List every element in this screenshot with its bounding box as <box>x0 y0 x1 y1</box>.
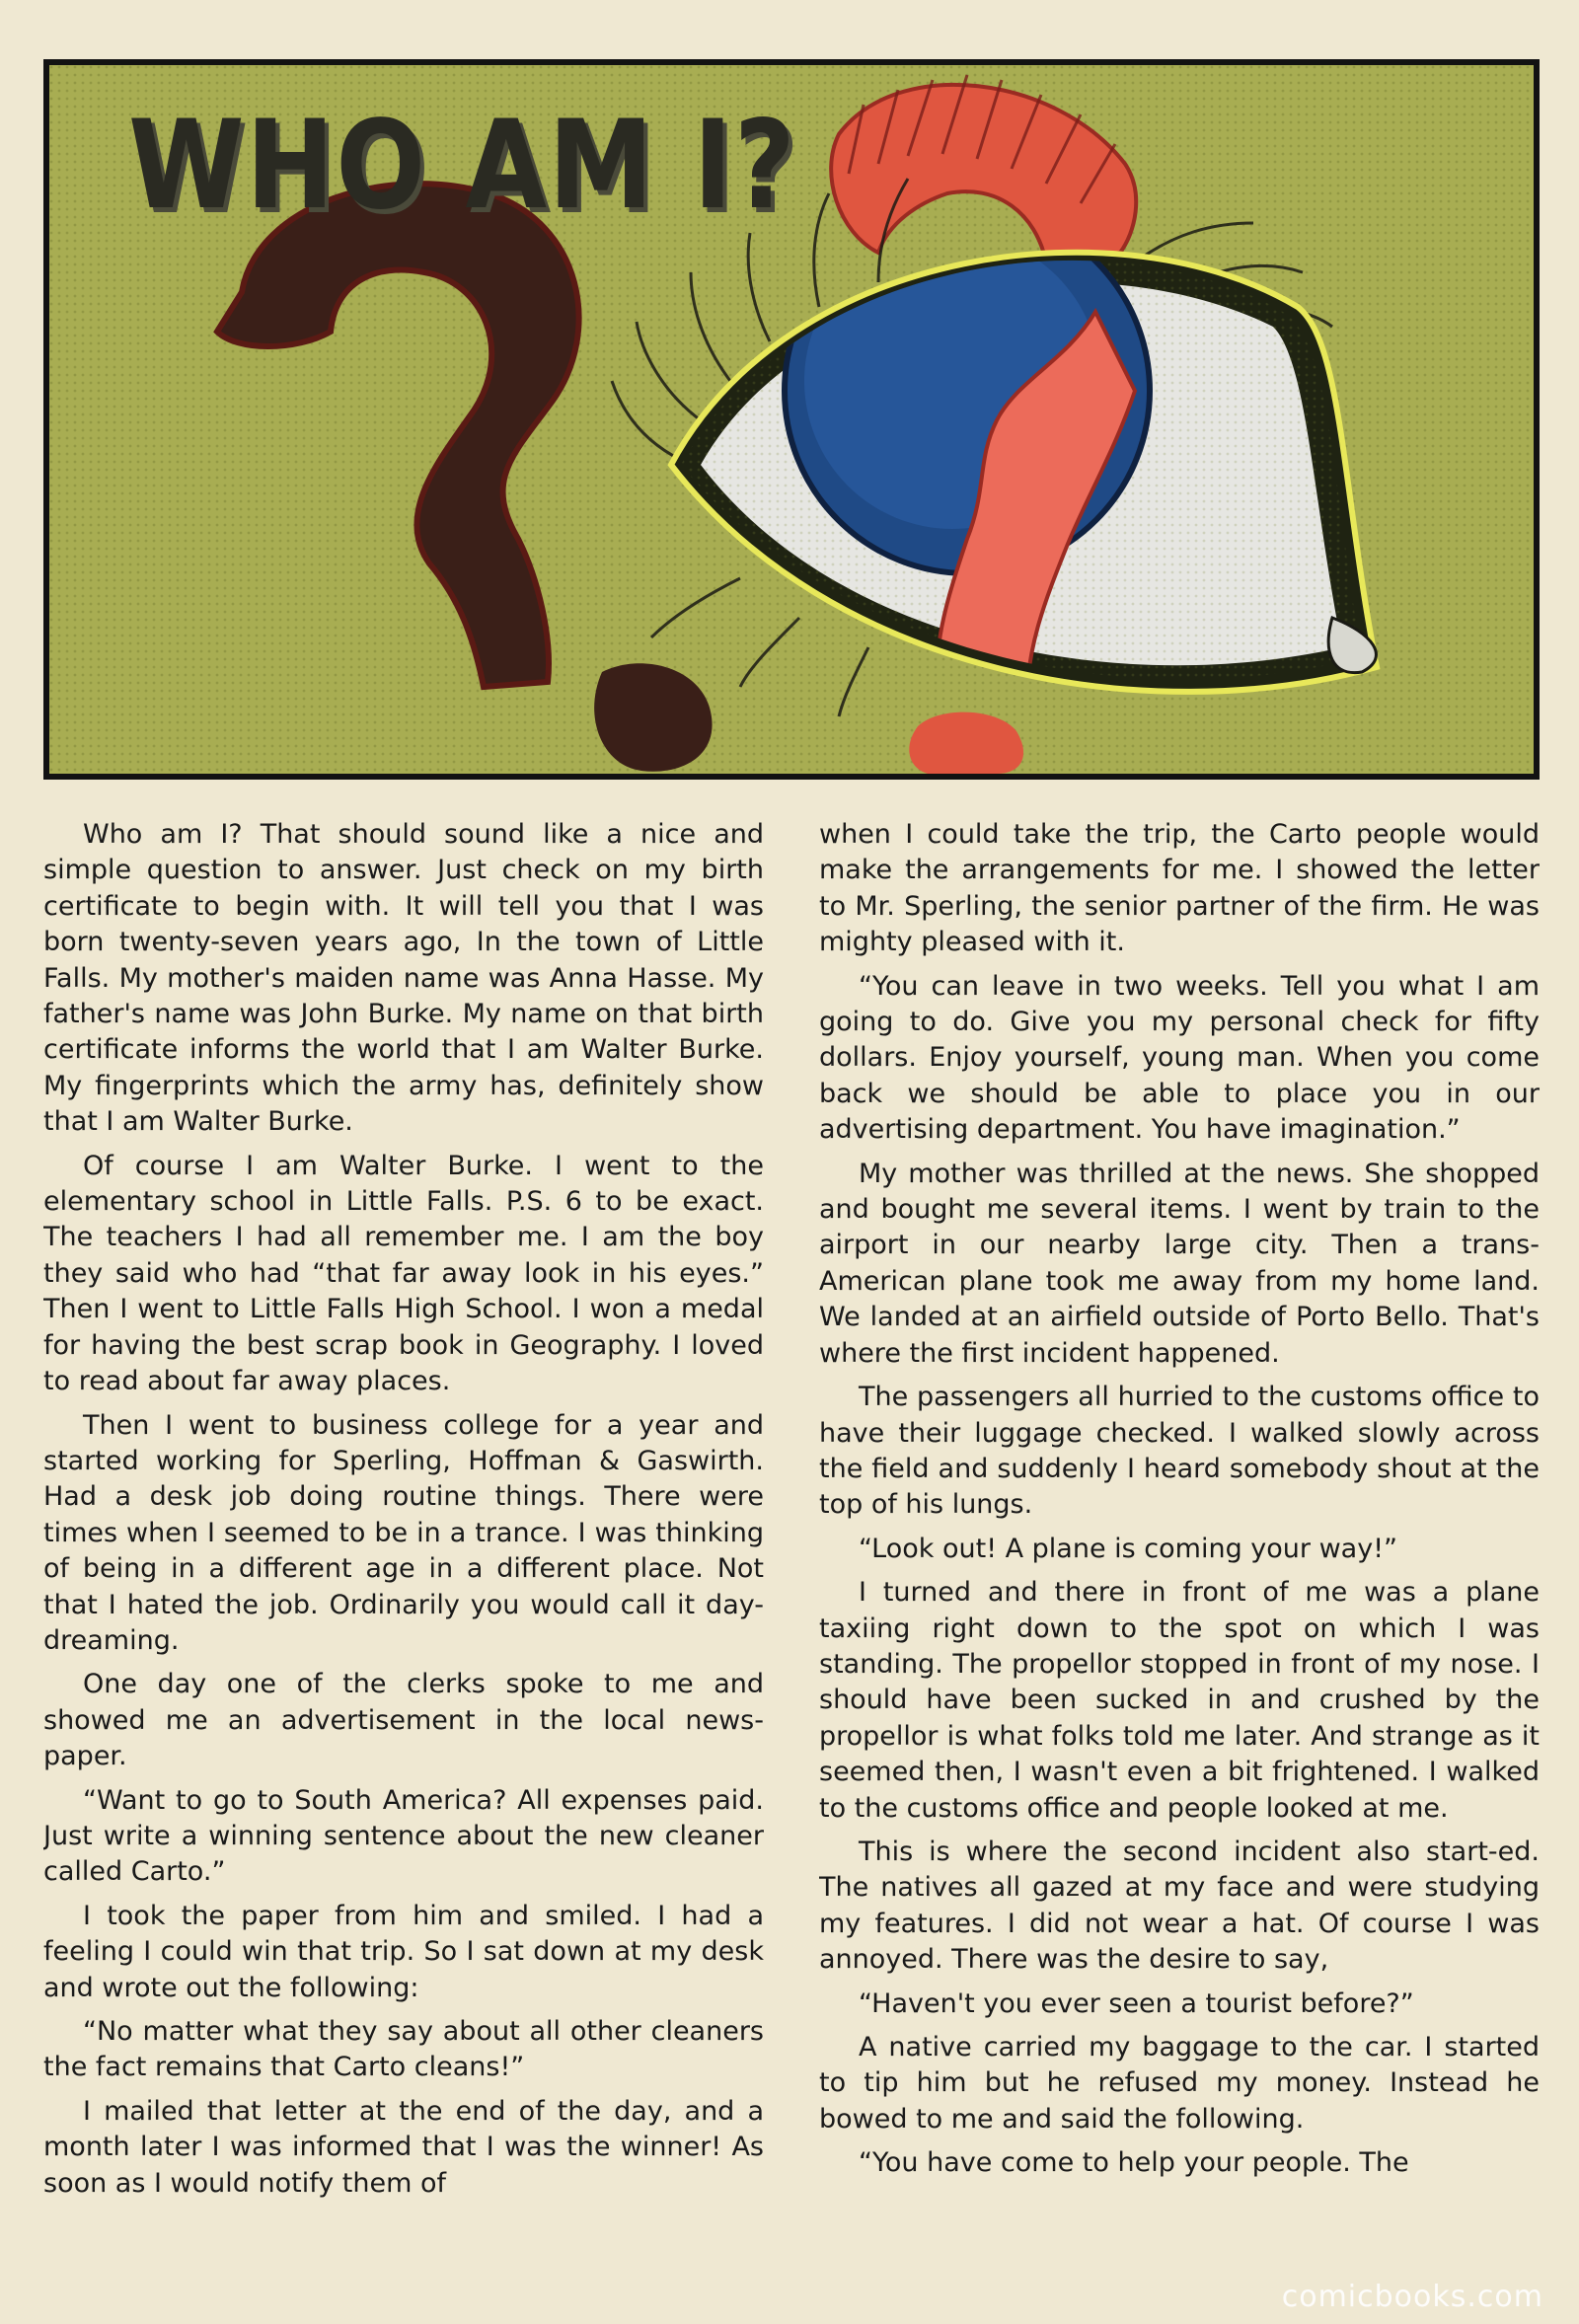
watermark: comicbooks.com <box>1281 2280 1543 2314</box>
paragraph: when I could take the trip, the Carto people would make the arrangements for me. I showed the letter to Mr. Sperling, the senior partner of the firm. He was mighty pleased with it. <box>819 819 1540 958</box>
paragraph: A native carried my baggage to the car. I started to tip him but he refused my money. Instead he bowed to me and said the following. <box>819 2032 1540 2135</box>
paragraph: The passengers all hurried to the customs office to have their luggage checked. I walked slowly across the field and suddenly I heard somebody shout at the top of his lungs. <box>819 1382 1540 1521</box>
paragraph: One day one of the clerks spoke to me and showed me an advertisement in the local news-paper. <box>43 1669 764 1772</box>
paragraph: This is where the second incident also start-ed. The natives all gazed at my face and were studying my features. I did not wear a hat. Of course I was annoyed. There was the desire to say, <box>819 1836 1540 1976</box>
story-column-left <box>43 817 764 2278</box>
paragraph: Of course I am Walter Burke. I went to the elementary school in Little Falls. P.S. 6 to be exact. The teachers I had all remember me. I am the boy they said who had “that far away look in his eyes.” Then I went to Little Falls High School. I won a medal for having the best scrap book in Geography. I loved to read about far away places. <box>43 1150 764 1397</box>
page-title: WHO AM I? <box>128 95 797 237</box>
paragraph: “Look out! A plane is coming your way!” <box>859 1533 1398 1564</box>
paragraph: Who am I? That should sound like a nice and simple question to answer. Just check on my birth certificate to begin with. It will tell you that I was born twenty-seven years ago, In the town of Little Falls. My mother's maiden name was Anna Hasse. My father's name was John Burke. My name on that birth certificate informs the world that I am Walter Burke. My fingerprints which the army has, definitely show that I am Walter Burke. <box>43 819 764 1138</box>
paragraph: “Haven't you ever seen a tourist before?” <box>859 1987 1414 2019</box>
title-panel <box>43 59 1540 780</box>
story-column-right <box>819 817 1540 2278</box>
paragraph: “Want to go to South America? All expenses paid. Just write a winning sentence about the new cleaner called Carto.” <box>43 1784 764 1888</box>
paragraph: “You have come to help your people. The <box>859 2147 1409 2179</box>
paragraph: Then I went to business college for a year and started working for Sperling, Hoffman & Gaswirth. Had a desk job doing routine things. There were times when I seemed to be in a trance. I was thinking of being in a different age in a different place. Not that I hated the job. Ordinarily you would call it day-dreaming. <box>43 1409 764 1656</box>
paragraph: I took the paper from him and smiled. I had a feeling I could win that trip. So I sat down at my desk and wrote out the following: <box>43 1900 764 2003</box>
paragraph: “You can leave in two weeks. Tell you what I am going to do. Give you my personal check for fifty dollars. Enjoy yourself, young man. When you come back we should be able to place you in our advertising department. You have imagination.” <box>819 970 1540 1146</box>
paragraph: My mother was thrilled at the news. She shopped and bought me several items. I went by train to the airport in our nearby large city. Then a trans-American plane took me away from my home land. We landed at an airfield outside of Porto Bello. That's where the first incident happened. <box>819 1158 1540 1369</box>
story-text <box>43 817 1540 2278</box>
paragraph: I mailed that letter at the end of the day, and a month later I was informed that I was the winner! As soon as I would notify them of <box>43 2095 764 2199</box>
paragraph: I turned and there in front of me was a plane taxiing right down to the spot on which I was standing. The propellor stopped in front of my nose. I should have been sucked in and crushed by the propellor is what folks told me later. And strange as it seemed then, I wasn't even a bit frightened. I walked to the customs office and people looked at me. <box>819 1577 1540 1824</box>
paragraph: “No matter what they say about all other cleaners the fact remains that Carto cleans!” <box>43 2016 764 2083</box>
